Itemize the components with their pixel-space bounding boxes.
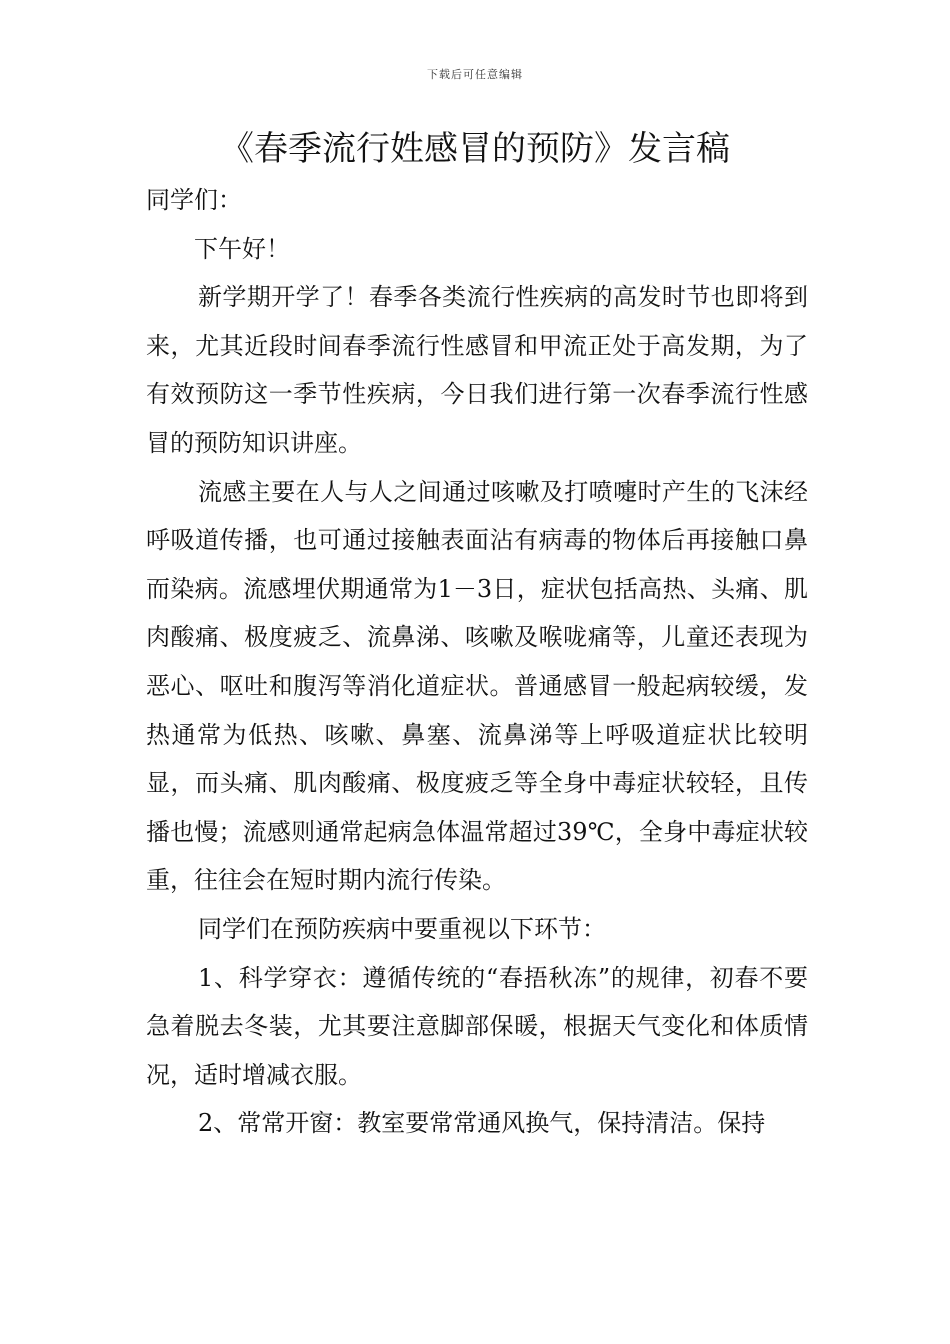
salutation: 下午好！ [194, 234, 290, 263]
header-note: 下载后可任意编辑 [427, 68, 523, 81]
document-title: 《春季流行姓感冒的预防》发言稿 [220, 129, 730, 169]
document-body [146, 176, 808, 1148]
paragraph-tip-ventilation: 2、常常开窗：教室要常常通风换气，保持清洁。保持 [198, 1109, 766, 1138]
paragraph-prevention-lead: 同学们在预防疾病中要重视以下环节： [198, 914, 606, 943]
paragraph-flu-symptoms: 流感主要在人与人之间通过咳嗽及打喷嚏时产生的飞沫经呼吸道传播，也可通过接触表面沾有病毒的物体后再接触口鼻而染病。流感埋伏期通常为1－3日，症状包括高热、头痛、肌肉酸痛、极度疲乏、流鼻涕、咳嗽及喉咙痛等，儿童还表现为恶心、呕吐和腹泻等消化道症状。普通感冒一般起病较缓，发热通常为低热、咳嗽、鼻塞、流鼻涕等上呼吸道症状比较明显，而头痛、肌肉酸痛、极度疲乏等全身中毒症状较轻，且传播也慢；流感则通常起病急体温常超过39℃，全身中毒症状较重，往往会在短时期内流行传染。 [146, 477, 808, 895]
paragraph-tip-dressing: 1、科学穿衣：遵循传统的“春捂秋冻”的规律，初春不要急着脱去冬装，尤其要注意脚部保暖，根据天气变化和体质情况，适时增减衣服。 [146, 963, 808, 1089]
greeting: 同学们： [146, 186, 242, 214]
paragraph-intro: 新学期开学了！春季各类流行性疾病的高发时节也即将到来，尤其近段时间春季流行性感冒和甲流正处于高发期，为了有效预防这一季节性疾病，今日我们进行第一次春季流行性感冒的预防知识讲座。 [146, 283, 808, 457]
